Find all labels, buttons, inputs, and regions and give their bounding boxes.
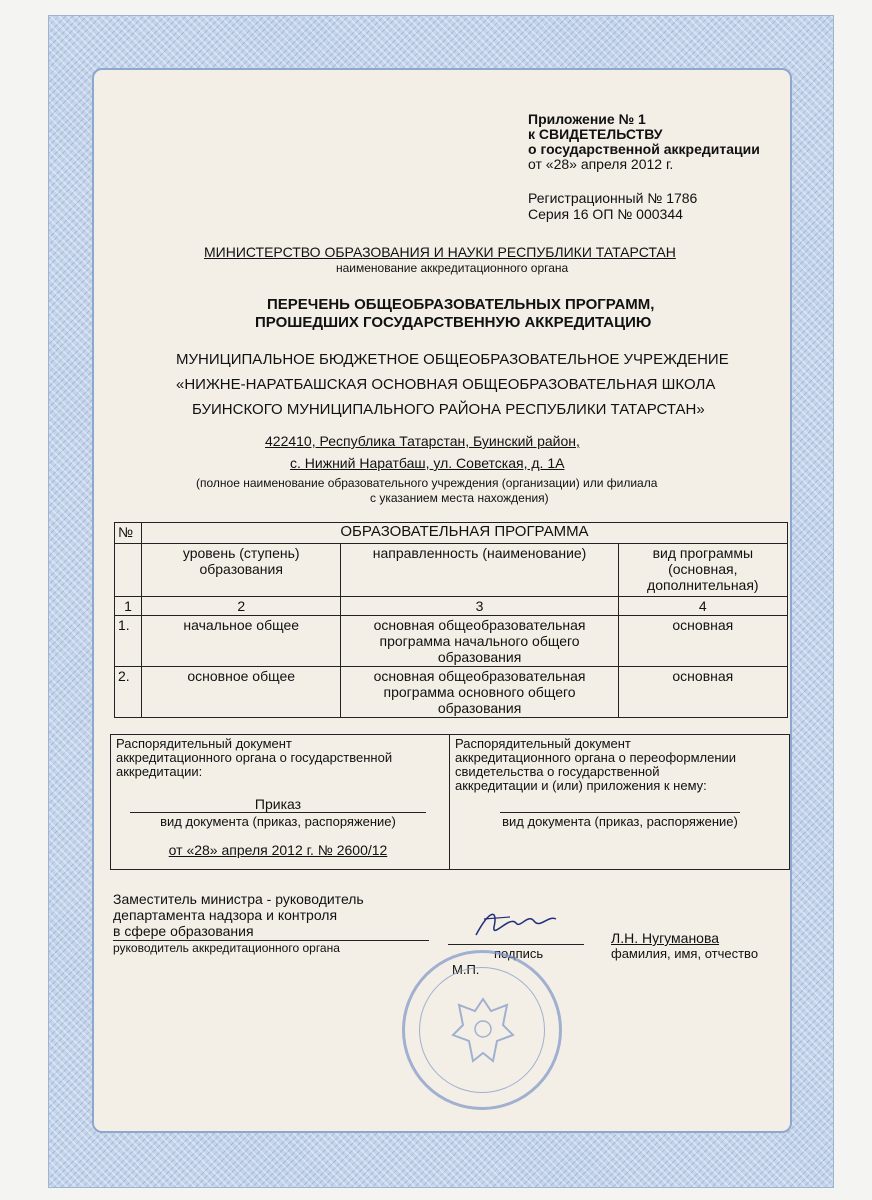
left-doc-caption: вид документа (приказ, распоряжение)	[160, 814, 396, 829]
institution-caption1: (полное наименование образовательного учреждения (организации) или филиала	[196, 476, 658, 490]
row-number: 1.	[115, 616, 142, 667]
title-line2: ПРОШЕДШИХ ГОСУДАРСТВЕННУЮ АККРЕДИТАЦИЮ	[255, 314, 652, 331]
appendix-line3: о государственной аккредитации	[528, 141, 760, 157]
right-doc-text1: Распорядительный документ	[455, 736, 631, 751]
signer-position3: в сфере образования	[113, 923, 254, 939]
registration-series: Серия 16 ОП № 000344	[528, 206, 683, 222]
signer-position1: Заместитель министра - руководитель	[113, 891, 364, 907]
header-direction: направленность (наименование)	[341, 544, 618, 597]
institution-caption2: с указанием места нахождения)	[370, 491, 549, 505]
registration-number: Регистрационный № 1786	[528, 190, 698, 206]
signature-line	[448, 944, 584, 945]
left-doc-text1: Распорядительный документ	[116, 736, 292, 751]
header-level: уровень (ступень) образования	[141, 544, 341, 597]
num-cell: 1	[115, 597, 142, 616]
header-program: ОБРАЗОВАТЕЛЬНАЯ ПРОГРАММА	[141, 523, 787, 544]
handwritten-signature	[470, 905, 560, 945]
table-subheader-row	[115, 544, 788, 597]
num-cell: 4	[618, 597, 787, 616]
title-line1: ПЕРЕЧЕНЬ ОБЩЕОБРАЗОВАТЕЛЬНЫХ ПРОГРАММ,	[267, 296, 655, 313]
row-type: основная	[618, 616, 787, 667]
official-seal	[402, 950, 562, 1110]
right-doc-caption: вид документа (приказ, распоряжение)	[502, 814, 738, 829]
table-row	[115, 616, 788, 667]
right-doc-text2: аккредитационного органа о переоформлении	[455, 750, 737, 765]
signer-name-caption: фамилия, имя, отчество	[611, 946, 759, 961]
appendix-line2: к СВИДЕТЕЛЬСТВУ	[528, 126, 663, 142]
institution-line1: МУНИЦИПАЛЬНОЕ БЮДЖЕТНОЕ ОБЩЕОБРАЗОВАТЕЛЬНОЕ УЧРЕЖДЕНИЕ	[176, 351, 729, 368]
institution-line3: БУИНСКОГО МУНИЦИПАЛЬНОГО РАЙОНА РЕСПУБЛИКИ ТАТАРСТАН»	[192, 401, 705, 418]
authority-caption: наименование аккредитационного органа	[336, 261, 569, 275]
row-direction: основная общеобразовательная программа основного общего образования	[341, 667, 618, 718]
left-doc-text3: аккредитации:	[116, 764, 203, 779]
right-doc-text3: свидетельства о государственной	[455, 764, 660, 779]
left-doc-type-line	[130, 812, 426, 813]
row-type: основная	[618, 667, 787, 718]
subheader-empty	[115, 544, 142, 597]
num-cell: 2	[141, 597, 341, 616]
signer-position-caption: руководитель аккредитационного органа	[113, 941, 340, 955]
authority-name: МИНИСТЕРСТВО ОБРАЗОВАНИЯ И НАУКИ РЕСПУБЛИКИ ТАТАРСТАН	[204, 244, 676, 260]
header-number: №	[115, 523, 142, 544]
right-doc-type-line	[500, 812, 740, 813]
institution-line2: «НИЖНЕ-НАРАТБАШСКАЯ ОСНОВНАЯ ОБЩЕОБРАЗОВАТЕЛЬНАЯ ШКОЛА	[176, 376, 716, 393]
row-number: 2.	[115, 667, 142, 718]
right-doc-text4: аккредитации и (или) приложения к нему:	[455, 778, 707, 793]
table-header-row	[115, 523, 788, 544]
eagle-emblem-icon	[447, 991, 519, 1071]
left-doc-type: Приказ	[254, 796, 302, 812]
row-level: начальное общее	[141, 616, 341, 667]
institution-address1: 422410, Республика Татарстан, Буинский район,	[265, 433, 580, 449]
table-number-row	[115, 597, 788, 616]
programs-table	[114, 522, 788, 718]
num-cell: 3	[341, 597, 618, 616]
table-row	[115, 667, 788, 718]
row-direction: основная общеобразовательная программа начального общего образования	[341, 616, 618, 667]
signer-name: Л.Н. Нугуманова	[611, 930, 720, 946]
left-doc-date-number: от «28» апреля 2012 г. № 2600/12	[168, 842, 388, 858]
appendix-date: от «28» апреля 2012 г.	[528, 156, 674, 172]
signature-caption: подпись	[494, 946, 544, 961]
appendix-line1: Приложение № 1	[528, 111, 646, 127]
institution-address2: с. Нижний Наратбаш, ул. Советская, д. 1А	[290, 455, 565, 471]
stamp-place: М.П.	[452, 962, 480, 977]
order-documents-divider	[449, 734, 450, 870]
header-type: вид программы (основная, дополнительная)	[618, 544, 787, 597]
signer-position2: департамента надзора и контроля	[113, 907, 338, 923]
left-doc-text2: аккредитационного органа о государственной	[116, 750, 393, 765]
row-level: основное общее	[141, 667, 341, 718]
